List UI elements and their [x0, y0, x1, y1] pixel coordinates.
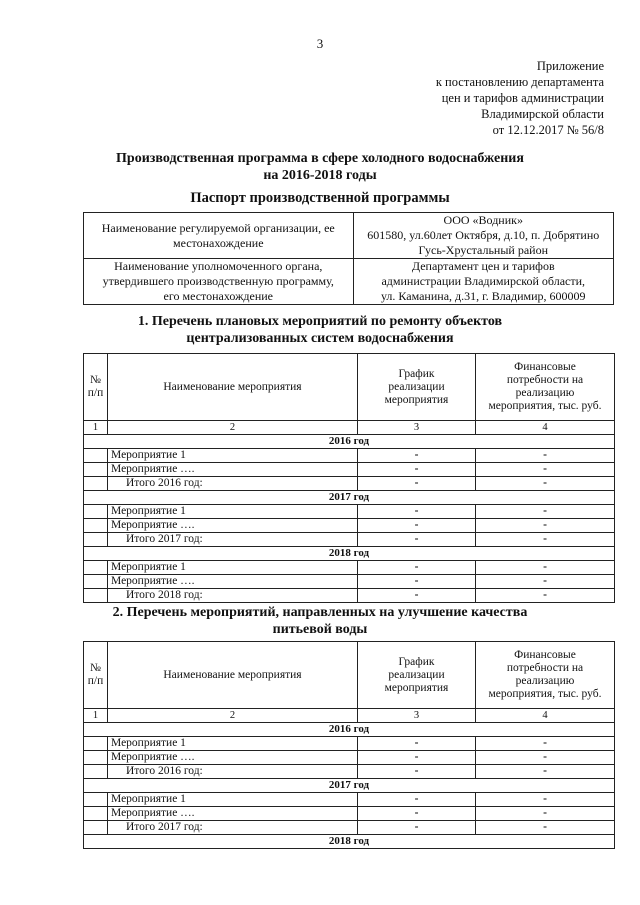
- table-row: [84, 505, 615, 519]
- passport-key-line: местонахождение: [173, 235, 264, 250]
- header-line: Финансовые: [514, 361, 576, 373]
- column-number: 3: [358, 709, 476, 723]
- header-line: потребности на: [506, 662, 584, 674]
- finance-cell: -: [476, 533, 615, 547]
- header-schedule-cell: [358, 354, 476, 421]
- table-row: [84, 589, 615, 603]
- finance-cell: -: [476, 807, 615, 821]
- measure-name-cell: Итого 2016 год:: [108, 477, 358, 491]
- section-title-line: питьевой воды: [272, 622, 368, 637]
- year-row: [84, 779, 615, 793]
- passport-value-line: администрации Владимирской области,: [381, 274, 586, 288]
- row-number-cell: [84, 463, 108, 477]
- year-row: [84, 491, 615, 505]
- passport-row: [84, 259, 614, 305]
- schedule-cell: -: [358, 589, 476, 603]
- section-2-header: [84, 642, 615, 723]
- year-row: [84, 547, 615, 561]
- finance-cell: -: [476, 463, 615, 477]
- measure-name-cell: Мероприятие 1: [108, 561, 358, 575]
- row-number-cell: [84, 575, 108, 589]
- passport-value-line: ООО «Водник»: [443, 213, 523, 227]
- table-header-row: [84, 354, 615, 421]
- year-cell: 2016 год: [84, 435, 615, 449]
- table-row: [84, 821, 615, 835]
- header-line: мероприятия, тыс. руб.: [488, 688, 602, 700]
- column-number: 2: [108, 421, 358, 435]
- table-row: [84, 575, 615, 589]
- passport-row: [84, 213, 614, 259]
- schedule-cell: -: [358, 561, 476, 575]
- header-line: мероприятия: [384, 393, 449, 406]
- table-row: [84, 737, 615, 751]
- year-cell: 2016 год: [84, 723, 615, 737]
- passport-key-line: Наименование регулируемой организации, ее: [101, 220, 335, 235]
- finance-cell: -: [476, 575, 615, 589]
- row-number-cell: [84, 737, 108, 751]
- row-number-cell: [84, 519, 108, 533]
- approval-line: к постановлению департамента: [435, 75, 604, 89]
- table-row: [84, 751, 615, 765]
- measure-name-cell: Итого 2016 год:: [108, 765, 358, 779]
- year-cell: 2018 год: [84, 835, 615, 849]
- schedule-cell: -: [358, 575, 476, 589]
- header-name-cell: Наименование мероприятия: [108, 642, 358, 709]
- approval-line: от 12.12.2017 № 56/8: [492, 123, 604, 137]
- schedule-cell: -: [358, 807, 476, 821]
- header-finance-cell: [476, 642, 615, 709]
- header-name-cell: Наименование мероприятия: [108, 354, 358, 421]
- column-number: 3: [358, 421, 476, 435]
- schedule-cell: -: [358, 463, 476, 477]
- year-row: [84, 723, 615, 737]
- header-line: реализацию: [515, 387, 575, 399]
- finance-cell: -: [476, 519, 615, 533]
- passport-key-line: утвердившего производственную программу,: [102, 274, 334, 288]
- schedule-cell: -: [358, 737, 476, 751]
- passport-title: Паспорт производственной программы: [190, 190, 450, 206]
- table-row: [84, 561, 615, 575]
- passport-key-line: Наименование уполномоченного органа,: [114, 259, 323, 273]
- header-line: п/п: [87, 675, 104, 687]
- section-title-line: централизованных систем водоснабжения: [186, 331, 454, 346]
- header-line: реализацию: [515, 675, 575, 687]
- passport-key-cell: [84, 213, 354, 259]
- passport-value-cell: [353, 259, 613, 305]
- page-number: 3: [316, 36, 324, 51]
- schedule-cell: -: [358, 505, 476, 519]
- header-line: реализации: [388, 380, 445, 393]
- approval-line: цен и тарифов администрации: [441, 91, 604, 105]
- passport-value-cell: [353, 213, 613, 259]
- header-schedule-cell: [358, 642, 476, 709]
- finance-cell: -: [476, 449, 615, 463]
- year-row: [84, 435, 615, 449]
- schedule-cell: -: [358, 765, 476, 779]
- schedule-cell: -: [358, 533, 476, 547]
- approval-line: Владимирской области: [481, 107, 604, 121]
- passport-value-line: Гусь-Хрустальный район: [418, 243, 548, 257]
- row-number-cell: [84, 449, 108, 463]
- approval-line: Приложение: [536, 59, 604, 73]
- finance-cell: -: [476, 821, 615, 835]
- passport-value-line: 601580, ул.60лет Октября, д.10, п. Добрятино: [367, 228, 600, 242]
- row-number-cell: [84, 589, 108, 603]
- finance-cell: -: [476, 589, 615, 603]
- section-1-body: [84, 435, 615, 603]
- header-line: мероприятия: [384, 681, 449, 694]
- section-title-line: 1. Перечень плановых мероприятий по ремонту объектов: [137, 314, 503, 329]
- header-number-cell: [84, 354, 108, 421]
- column-number: 1: [84, 709, 108, 723]
- finance-cell: -: [476, 505, 615, 519]
- section-1-header: [84, 354, 615, 435]
- passport-key-cell: [84, 259, 354, 305]
- schedule-cell: -: [358, 519, 476, 533]
- table-row: [84, 477, 615, 491]
- year-cell: 2017 год: [84, 491, 615, 505]
- finance-cell: -: [476, 765, 615, 779]
- measure-name-cell: Мероприятие ….: [108, 463, 358, 477]
- column-number: 2: [108, 709, 358, 723]
- header-line: Финансовые: [514, 649, 576, 661]
- year-cell: 2017 год: [84, 779, 615, 793]
- table-row: [84, 449, 615, 463]
- measure-name-cell: Итого 2017 год:: [108, 533, 358, 547]
- row-number-cell: [84, 793, 108, 807]
- header-line: №: [90, 662, 101, 674]
- measure-name-cell: Итого 2017 год:: [108, 821, 358, 835]
- finance-cell: -: [476, 737, 615, 751]
- section-title-line: 2. Перечень мероприятий, направленных на улучшение качества: [112, 605, 528, 620]
- row-number-cell: [84, 765, 108, 779]
- measure-name-cell: Мероприятие 1: [108, 737, 358, 751]
- measure-name-cell: Итого 2018 год:: [108, 589, 358, 603]
- passport-value-line: Департамент цен и тарифов: [411, 259, 555, 273]
- row-number-cell: [84, 751, 108, 765]
- section-2-table: [83, 641, 615, 849]
- measure-name-cell: Мероприятие ….: [108, 807, 358, 821]
- row-number-cell: [84, 821, 108, 835]
- schedule-cell: -: [358, 449, 476, 463]
- header-line: График: [398, 367, 435, 380]
- measure-name-cell: Мероприятие 1: [108, 505, 358, 519]
- passport-key-line: его местонахождение: [163, 289, 273, 303]
- measure-name-cell: Мероприятие ….: [108, 751, 358, 765]
- column-number-row: [84, 709, 615, 723]
- finance-cell: -: [476, 751, 615, 765]
- table-header-row: [84, 642, 615, 709]
- schedule-cell: -: [358, 821, 476, 835]
- row-number-cell: [84, 807, 108, 821]
- section-2-body: [84, 723, 615, 849]
- passport-table: [83, 212, 614, 305]
- row-number-cell: [84, 477, 108, 491]
- header-line: п/п: [87, 387, 104, 399]
- finance-cell: -: [476, 477, 615, 491]
- measure-name-cell: Мероприятие 1: [108, 449, 358, 463]
- header-line: потребности на: [506, 374, 584, 386]
- column-number: 1: [84, 421, 108, 435]
- row-number-cell: [84, 561, 108, 575]
- finance-cell: -: [476, 793, 615, 807]
- schedule-cell: -: [358, 477, 476, 491]
- header-number-cell: [84, 642, 108, 709]
- document-title-line: на 2016-2018 годы: [263, 168, 377, 183]
- document-title-line: Производственная программа в сфере холодного водоснабжения: [116, 151, 524, 166]
- table-row: [84, 533, 615, 547]
- year-row: [84, 835, 615, 849]
- year-cell: 2018 год: [84, 547, 615, 561]
- section-1-table: [83, 353, 615, 603]
- header-line: мероприятия, тыс. руб.: [488, 400, 602, 412]
- document-title: [0, 150, 640, 184]
- header-finance-cell: [476, 354, 615, 421]
- finance-cell: -: [476, 561, 615, 575]
- passport-value-line: ул. Каманина, д.31, г. Владимир, 600009: [380, 289, 586, 303]
- column-number: 4: [476, 709, 615, 723]
- row-number-cell: [84, 505, 108, 519]
- row-number-cell: [84, 533, 108, 547]
- section-1-title: [0, 313, 640, 347]
- measure-name-cell: Мероприятие 1: [108, 793, 358, 807]
- section-2-title: [0, 604, 640, 638]
- column-number-row: [84, 421, 615, 435]
- column-number: 4: [476, 421, 615, 435]
- table-row: [84, 519, 615, 533]
- header-line: реализации: [388, 668, 445, 681]
- measure-name-cell: Мероприятие ….: [108, 575, 358, 589]
- approval-block: [364, 58, 604, 138]
- table-row: [84, 463, 615, 477]
- schedule-cell: -: [358, 793, 476, 807]
- table-row: [84, 807, 615, 821]
- schedule-cell: -: [358, 751, 476, 765]
- table-row: [84, 765, 615, 779]
- header-line: График: [398, 655, 435, 668]
- header-line: №: [90, 374, 101, 386]
- table-row: [84, 793, 615, 807]
- measure-name-cell: Мероприятие ….: [108, 519, 358, 533]
